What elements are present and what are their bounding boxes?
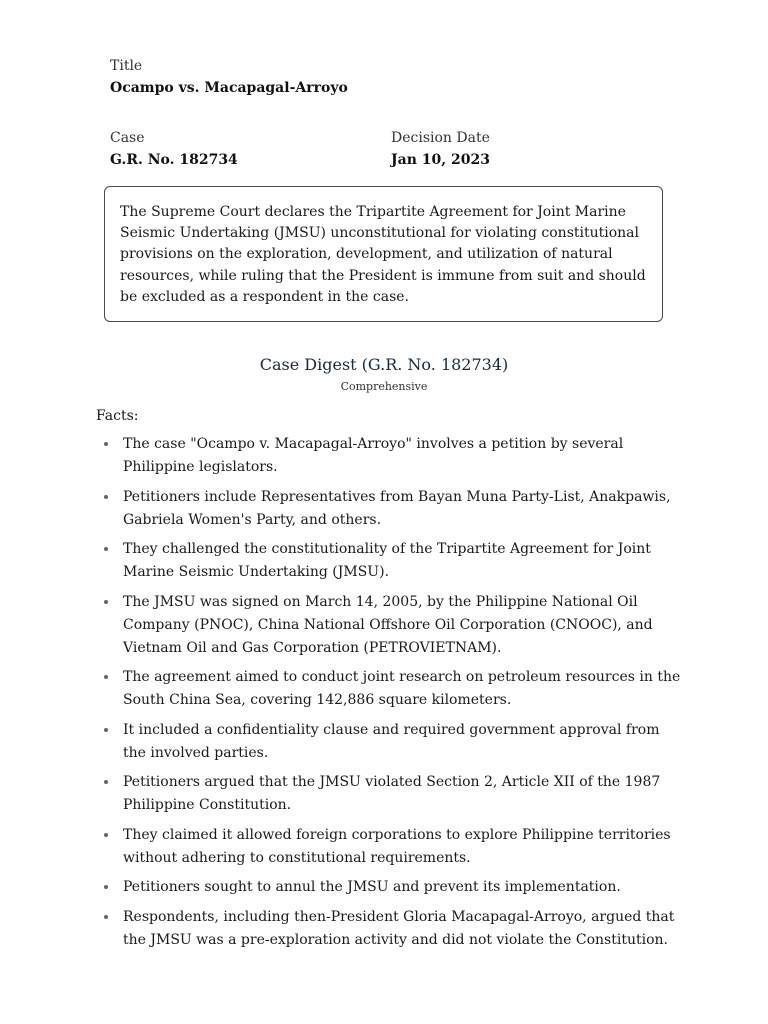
case-number: G.R. No. 182734 (110, 152, 238, 168)
list-item (96, 824, 686, 870)
fact-text: They challenged the constitutionality of the Tripartite Agreement for Joint Marine Seismic Undertaking (JMSU). (123, 541, 651, 580)
list-item (96, 719, 686, 765)
fact-text: It included a confidentiality clause and required government approval from the involved parties. (123, 721, 660, 761)
facts-heading: Facts: (96, 408, 139, 424)
fact-text: The case "Ocampo v. Macapagal-Arroyo" involves a petition by several Philippine legislators. (123, 436, 624, 475)
bullet-icon (104, 728, 108, 732)
bullet-icon (104, 600, 108, 604)
bullet-icon (104, 833, 108, 837)
list-item (96, 433, 686, 479)
facts-list (96, 433, 686, 958)
bullet-icon (104, 885, 108, 889)
digest-subtitle: Comprehensive (340, 380, 428, 393)
list-item (96, 666, 686, 712)
fact-text: Petitioners sought to annul the JMSU and prevent its implementation. (123, 879, 621, 895)
bullet-icon (104, 780, 108, 784)
fact-text: Petitioners argued that the JMSU violated Section 2, Article XII of the 1987 Philippine Constitution. (123, 774, 661, 813)
list-item (96, 906, 686, 952)
bullet-icon (104, 547, 108, 551)
fact-text: Respondents, including then-President Gloria Macapagal-Arroyo, argued that the JMSU was a pre-exploration activity and did not violate the Constitution. (123, 908, 675, 948)
list-item (96, 538, 686, 584)
case-title: Ocampo vs. Macapagal-Arroyo (110, 80, 348, 96)
digest-title: Case Digest (G.R. No. 182734) (259, 355, 509, 374)
bullet-icon (104, 675, 108, 679)
list-item (96, 486, 686, 532)
list-item (96, 771, 686, 817)
title-label: Title (110, 58, 143, 74)
bullet-icon (104, 442, 108, 446)
bullet-icon (104, 915, 108, 919)
fact-text: They claimed it allowed foreign corporations to explore Philippine territories without adhering to constitutional requirements. (123, 826, 671, 866)
case-number-label: Case (110, 130, 145, 146)
summary-text: The Supreme Court declares the Tripartite Agreement for Joint Marine Seismic Undertaking (JMSU) unconstitutional for violating constitutional provisions on the exploration, development, and utilization of natural resources, while ruling that the President is immune from suit and should be excluded as a respondent in the case. (120, 204, 646, 305)
decision-date: Jan 10, 2023 (391, 152, 490, 168)
bullet-icon (104, 495, 108, 499)
list-item (96, 591, 686, 660)
summary-box (104, 186, 663, 322)
fact-text: The agreement aimed to conduct joint research on petroleum resources in the South China Sea, covering 142,886 square kilometers. (123, 669, 681, 708)
fact-text: The JMSU was signed on March 14, 2005, by the Philippine National Oil Company (PNOC), China National Offshore Oil Corporation (CNOOC), and Vietnam Oil and Gas Corporation (PETROVIETNAM). (123, 593, 653, 656)
fact-text: Petitioners include Representatives from Bayan Muna Party-List, Anakpawis, Gabriela Women's Party, and others. (123, 488, 671, 528)
decision-date-label: Decision Date (391, 130, 490, 146)
list-item (96, 876, 686, 899)
